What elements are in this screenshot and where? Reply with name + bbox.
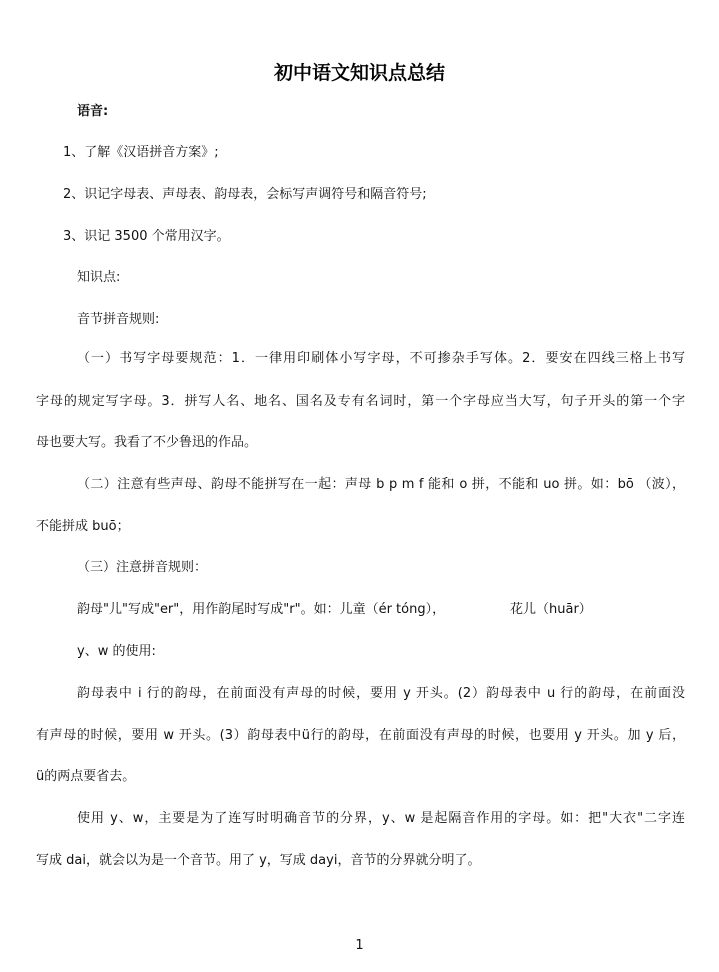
rule3-example-a: 韵母"儿"写成"er"，用作韵尾时写成"r"。如：儿童（ér tóng）， <box>77 602 446 617</box>
page-title: 初中语文知识点总结 <box>273 62 445 84</box>
rule3-heading: （三）注意拼音规则： <box>77 560 208 575</box>
rule1-line3: 母也要大写。我看了不少鲁迅的作品。 <box>36 435 258 450</box>
knowledge-label: 知识点: <box>77 270 121 285</box>
yw-heading: y、w 的使用: <box>77 644 156 659</box>
rules-heading: 音节拼音规则: <box>77 312 160 327</box>
rule1-line2: 字母的规定写字母。3．拼写人名、地名、国名及专有名词时，第一个字母应当大写，句子开头的第一个字 <box>36 394 685 409</box>
yw-para-line2: 有声母的时候，要用 w 开头。(3）韵母表中ü行的韵母，在前面没有声母的时候，也要用 y 开头。加 y 后， <box>36 728 685 743</box>
page-number: 1 <box>355 938 364 953</box>
yw-para-line1: 韵母表中 i 行的韵母，在前面没有声母的时候，要用 y 开头。(2）韵母表中 u 行的韵母，在前面没 <box>77 686 685 701</box>
rule1-line1: （一）书写字母要规范：1．一律用印刷体小写字母，不可掺杂手写体。2．要安在四线三格上书写 <box>77 351 685 366</box>
requirement-3: 3、识记 3500 个常用汉字。 <box>63 229 230 244</box>
section-heading: 语音: <box>77 104 109 119</box>
requirement-2: 2、识记字母表、声母表、韵母表，会标写声调符号和隔音符号; <box>63 187 427 202</box>
yw-usage-line2: 写成 dai，就会以为是一个音节。用了 y，写成 dayi，音节的分界就分明了。 <box>36 853 481 868</box>
yw-usage-line1: 使用 y、w，主要是为了连写时明确音节的分界，y、w 是起隔音作用的字母。如：把"大衣"二字连 <box>77 811 685 826</box>
yw-para-line3: ü的两点要省去。 <box>36 769 136 784</box>
rule3-example-b: 花儿（huār） <box>510 602 592 617</box>
rule2-line2: 不能拼成 buō； <box>36 519 130 534</box>
rule2-line1: （二）注意有些声母、韵母不能拼写在一起：声母 b p m f 能和 o 拼，不能和 uo 拼。如：bō （波）， <box>77 477 685 492</box>
requirement-1: 1、了解《汉语拼音方案》; <box>63 145 219 160</box>
